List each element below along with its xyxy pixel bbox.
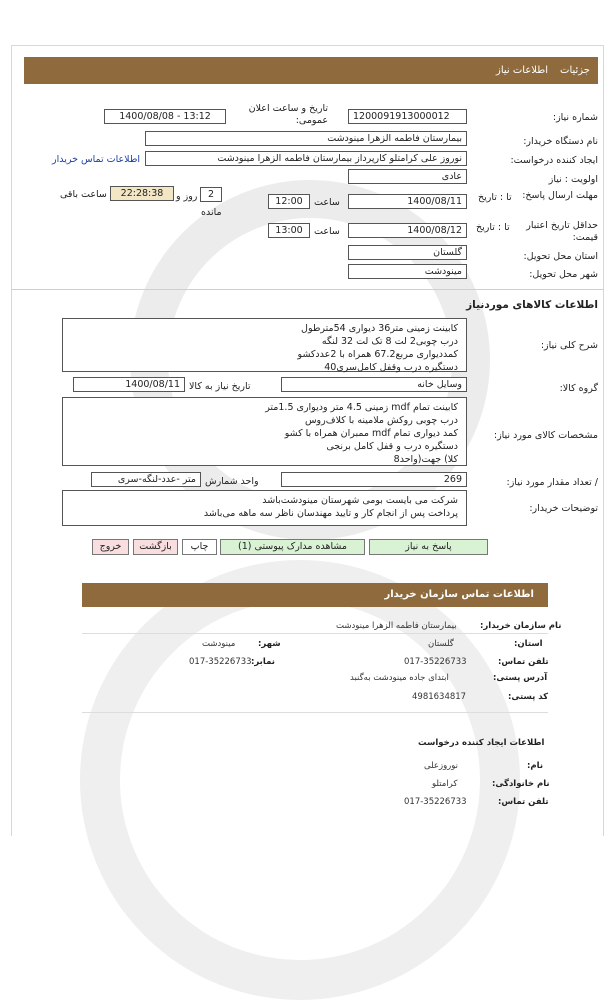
contact-city-value: مینودشت [202, 639, 236, 649]
description-line: کابینت زمینی متر36 دیواری 54مترطول [301, 323, 458, 334]
view-attachments-button[interactable]: مشاهده مدارک پیوستی (1) [220, 539, 365, 555]
postal-address-label: آدرس پستی: [493, 673, 548, 683]
deadline-date-field: 1400/08/11 [348, 194, 467, 209]
postal-address-value: ابتدای جاده مینودشت به‌گنبد [350, 673, 449, 683]
count-unit-label: واحد شمارش [205, 476, 259, 487]
contact-heading: اطلاعات تماس سازمان خریدار [384, 589, 534, 600]
goods-group-label: گروه کالا: [559, 383, 598, 394]
quantity-field: 269 [281, 472, 467, 487]
spec-line: درب چوبی روکش ملامینه با کلاف‌روس [304, 415, 458, 426]
need-date-label: تاریخ نیاز به کالا [189, 381, 251, 392]
contact-city-label: شهر: [258, 639, 281, 649]
contact-phone-label: تلفن تماس: [498, 657, 549, 667]
contact-divider [82, 712, 548, 713]
delivery-province-label: استان محل تحویل: [523, 251, 598, 262]
validity-time-label: ساعت [314, 226, 340, 237]
request-creator-field: نوروز علی کرامتلو کارپرداز بیمارستان فاطمه الزهرا مینودشت [145, 151, 467, 166]
org-name-label: نام سازمان خریدار: [480, 621, 562, 631]
reply-to-need-button[interactable]: پاسخ به نیاز [369, 539, 488, 555]
request-creator-label: ایجاد کننده درخواست: [510, 155, 598, 166]
buyer-org-field: بیمارستان فاطمه الزهرا مینودشت [145, 131, 467, 146]
announce-date-label: تاریخ و ساعت اعلان عمومی: [248, 103, 328, 126]
contact-divider [82, 633, 548, 634]
tab-need-info[interactable]: اطلاعات نیاز [496, 65, 548, 76]
spec-line: کمد دیواری تمام mdf ممبران همراه با کشو [284, 428, 458, 439]
creator-first-name-label: نام: [527, 761, 544, 771]
buyer-org-label: نام دستگاه خریدار: [523, 136, 598, 147]
creator-info-heading: اطلاعات ایجاد کننده درخواست [418, 738, 545, 748]
creator-last-name-label: نام خانوادگی: [492, 779, 550, 789]
tab-details[interactable]: جزئیات [560, 65, 590, 76]
contact-province-value: گلستان [428, 639, 454, 649]
validity-date-field: 1400/08/12 [348, 223, 467, 238]
delivery-city-field: مینودشت [348, 264, 467, 279]
creator-phone-label: تلفن تماس: [498, 797, 549, 807]
postal-code-label: کد پستی: [508, 692, 549, 702]
page-header-bar [24, 57, 598, 84]
priority-label: اولویت : نیاز [548, 174, 598, 185]
contact-fax-value: 017-35226733 [189, 657, 252, 667]
exit-button[interactable]: خروج [92, 539, 129, 555]
goods-section-heading: اطلاعات کالاهای موردنیاز [466, 299, 598, 311]
creator-last-name-value: کرامتلو [432, 779, 458, 789]
price-validity-label: حداقل تاریخ اعتبار قیمت: [526, 220, 598, 243]
remaining-label-line2: مانده [201, 207, 222, 218]
section-divider [11, 289, 604, 290]
buyer-contact-link[interactable]: اطلاعات تماس خریدار [52, 154, 141, 165]
notes-line: شرکت می بایست بومی شهرستان مینودشت‌باشد [262, 495, 458, 506]
description-line: درب چوبی2 لت 8 تک لت 32 لنگه [321, 336, 458, 347]
buyer-notes-label: توضیحات خریدار: [529, 503, 598, 514]
validity-to-date-label: تا : تاریخ [476, 222, 510, 233]
contact-province-label: استان: [514, 639, 543, 649]
creator-first-name-value: نوروزعلی [424, 761, 459, 771]
deadline-to-date-label: تا : تاریخ [478, 192, 512, 203]
remaining-label: ساعت باقی [60, 189, 107, 200]
postal-code-value: 4981634817 [412, 692, 467, 702]
goods-spec-box [62, 397, 467, 466]
reply-deadline-label: مهلت ارسال پاسخ: [522, 190, 598, 201]
general-description-label: شرح کلی نیاز: [540, 340, 598, 351]
count-unit-field: متر -عدد-لنگه-سری [91, 472, 201, 487]
general-description-box [62, 318, 467, 372]
need-number-field: 1200091913000012 [348, 109, 467, 124]
contact-phone-value: 017-35226733 [404, 657, 467, 667]
contact-fax-label: نمابر: [251, 657, 275, 667]
org-name-value: بیمارستان فاطمه الزهرا مینودشت [336, 621, 457, 631]
announce-date-field: 1400/08/08 - 13:12 [104, 109, 226, 124]
deadline-time-label: ساعت [314, 197, 340, 208]
print-button[interactable]: چاپ [182, 539, 217, 555]
spec-line: دستگیره درب و قفل کامل برنجی [326, 441, 458, 452]
spec-line: کابینت تمام mdf زمینی 4.5 متر ودیواری 1.5متر [265, 402, 458, 413]
delivery-city-label: شهر محل تحویل: [529, 269, 598, 280]
delivery-province-field: گلستان [348, 245, 467, 260]
deadline-time-field: 12:00 [268, 194, 310, 209]
remaining-days-and-label: روز و [176, 191, 198, 202]
goods-group-field: وسایل خانه [281, 377, 467, 392]
remaining-time-field: 22:28:38 [110, 186, 174, 201]
goods-spec-label: مشخصات کالای مورد نیاز: [493, 430, 598, 441]
need-date-field: 1400/08/11 [73, 377, 185, 392]
contact-header-bar [82, 583, 548, 607]
priority-field: عادی [348, 169, 467, 184]
description-line: کمددیواری مربع67.2 همراه با 2عددکشو [297, 349, 458, 360]
quantity-label: / تعداد مقدار مورد نیاز: [506, 477, 598, 488]
notes-line: پرداخت پس از انجام کار و تایید مهندسان ناظر سه ماهه می‌باشد [203, 508, 458, 519]
back-button[interactable]: بازگشت [133, 539, 178, 555]
spec-line: کلا) جهت(واحد8 [393, 454, 458, 465]
creator-phone-value: 017-35226733 [404, 797, 467, 807]
validity-time-field: 13:00 [268, 223, 310, 238]
buyer-notes-box [62, 490, 467, 526]
description-line: دستگیره درب وقفل کامل‌سری40 [324, 362, 458, 373]
need-number-label: شماره نیاز: [552, 112, 598, 123]
remaining-days-field: 2 [200, 187, 222, 202]
